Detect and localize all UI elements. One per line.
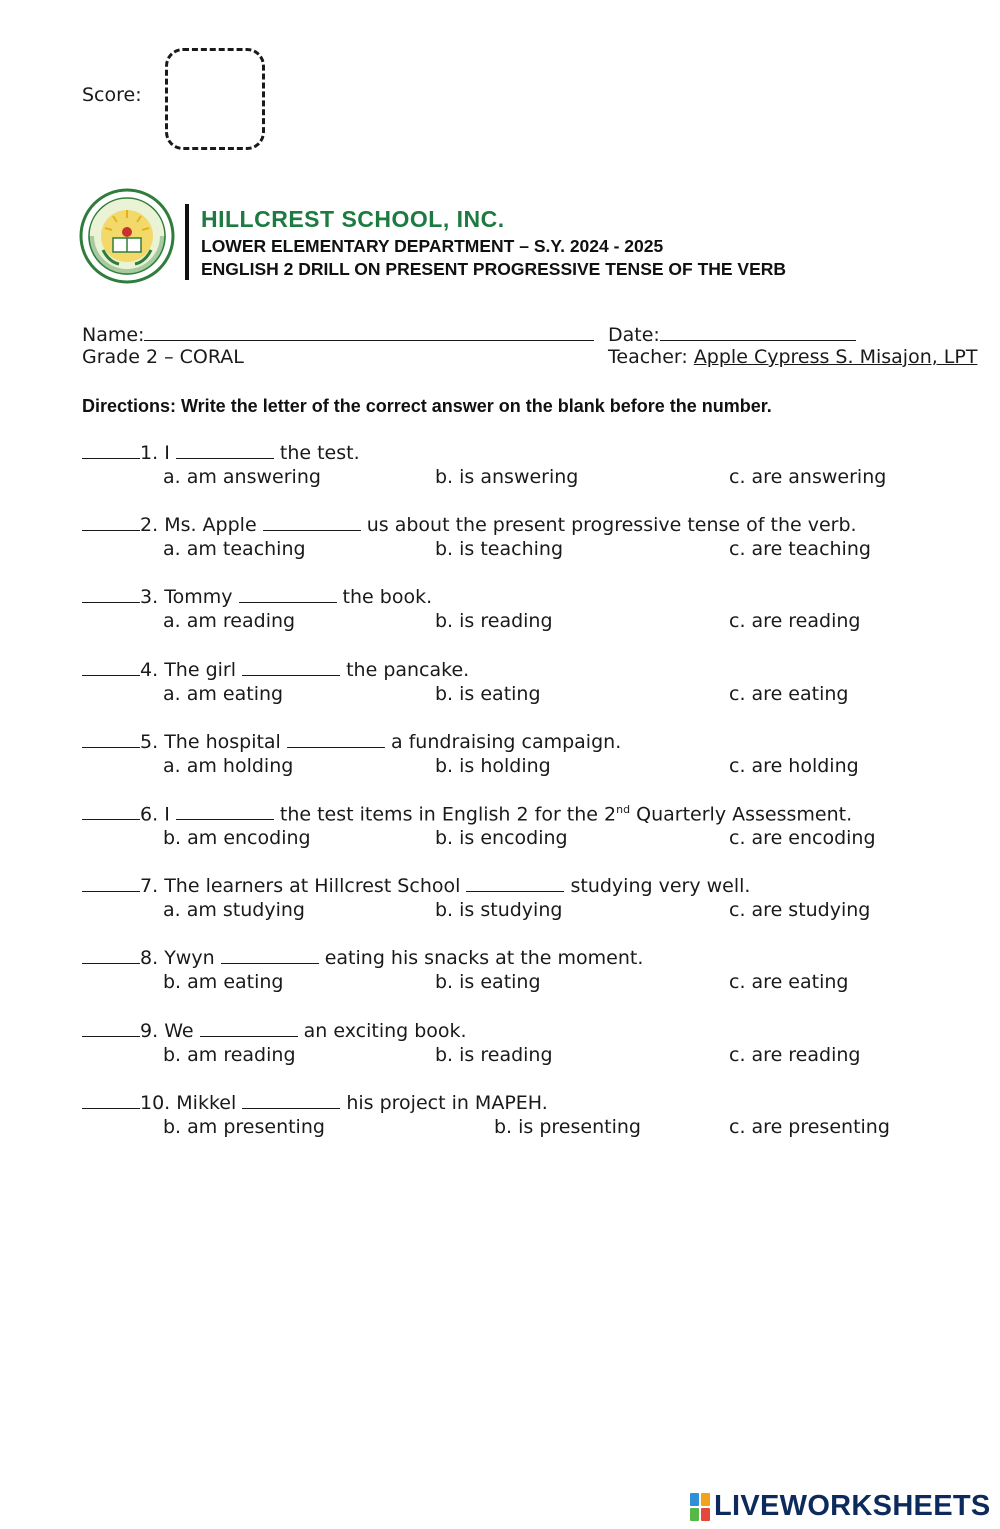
question-text-after: his project in MAPEH. [346, 1091, 548, 1114]
question-number: 2. [140, 514, 159, 537]
option-c: c. are answering [729, 466, 887, 488]
question-stem [82, 1020, 467, 1042]
header-divider [185, 204, 189, 280]
option-c: c. are reading [729, 610, 861, 633]
brand-icon [690, 1493, 710, 1521]
option-c: c. are presenting [729, 1115, 890, 1138]
answer-blank[interactable] [82, 947, 140, 964]
fill-blank [176, 803, 274, 820]
question-number: 6. [140, 803, 159, 826]
question-number: 7. [140, 875, 159, 898]
question-text-after: an exciting book. [303, 1019, 467, 1042]
teacher-label: Teacher: [608, 346, 694, 368]
question-stem [82, 803, 852, 825]
fill-blank [239, 586, 337, 603]
option-a: b. am reading [163, 1043, 296, 1066]
question-stem [82, 586, 432, 608]
option-b: b. is reading [435, 610, 553, 633]
question-text-after: studying very well. [570, 875, 751, 898]
question-text-before: Tommy [164, 586, 233, 609]
answer-blank[interactable] [82, 875, 140, 892]
question-number: 5. [140, 730, 159, 753]
question-stem [82, 875, 750, 897]
option-a: a. am holding [163, 754, 294, 777]
department-line: LOWER ELEMENTARY DEPARTMENT – S.Y. 2024 - 2025 [201, 236, 664, 256]
answer-blank[interactable] [82, 586, 140, 603]
question-text-before: Mikkel [176, 1091, 237, 1114]
question-text-after: the pancake. [346, 658, 470, 681]
date-blank[interactable] [660, 322, 856, 341]
question-number: 4. [140, 658, 159, 681]
question-number: 10. [140, 1091, 171, 1114]
option-b: b. is encoding [435, 827, 568, 849]
fill-blank [176, 442, 274, 459]
option-a: b. am eating [163, 971, 284, 994]
fill-blank [221, 947, 319, 964]
question-text-after: the book. [342, 586, 433, 609]
answer-blank[interactable] [82, 1092, 140, 1109]
brand-name: LIVEWORKSHEETS [714, 1490, 991, 1522]
name-blank[interactable] [144, 322, 594, 341]
option-b: b. is holding [435, 754, 551, 777]
question-number: 3. [140, 586, 159, 609]
answer-blank[interactable] [82, 803, 140, 820]
name-label: Name: [82, 324, 145, 346]
fill-blank [466, 875, 564, 892]
option-c: c. are eating [729, 971, 849, 994]
option-b: b. is teaching [435, 538, 564, 561]
question-text-after: the test items in English 2 for the 2 [279, 803, 617, 826]
option-a: a. am teaching [163, 538, 306, 561]
option-a: a. am answering [163, 466, 321, 488]
question-text-after: a fundraising campaign. [390, 730, 622, 753]
fill-blank [200, 1020, 298, 1037]
option-b: b. is studying [435, 899, 563, 922]
question-stem [82, 442, 360, 464]
question-text-before: The girl [164, 658, 236, 681]
question-stem [82, 514, 857, 536]
fill-blank [263, 514, 361, 531]
question-stem [82, 1092, 548, 1114]
question-stem [82, 947, 643, 969]
directions: Directions: Write the letter of the correct answer on the blank before the number. [82, 396, 772, 416]
question-text-before: Ms. Apple [164, 514, 257, 537]
question-number: 8. [140, 947, 159, 970]
option-c: c. are eating [729, 682, 849, 705]
option-b: b. is eating [435, 682, 541, 705]
score-label: Score: [82, 84, 142, 106]
fill-blank [242, 1092, 340, 1109]
option-b: b. is eating [435, 971, 541, 994]
option-c: c. are encoding [729, 827, 876, 849]
option-a: b. am presenting [163, 1115, 325, 1138]
question-text-before: The learners at Hillcrest School [164, 875, 461, 898]
date-label: Date: [608, 324, 660, 346]
question-stem [82, 731, 621, 753]
question-text-before: We [164, 1019, 194, 1042]
fill-blank [242, 659, 340, 676]
ordinal-suffix: nd [616, 803, 631, 816]
answer-blank[interactable] [82, 731, 140, 748]
question-number: 1. [140, 442, 159, 464]
score-box [165, 48, 265, 150]
option-a: a. am eating [163, 682, 284, 705]
option-b: b. is presenting [494, 1115, 641, 1138]
school-name: HILLCREST SCHOOL, INC. [201, 206, 505, 232]
option-b: b. is answering [435, 466, 579, 488]
date-field[interactable] [608, 322, 856, 346]
question-text-before: I [164, 442, 170, 464]
question-stem [82, 659, 469, 681]
question-text-after: us about the present progressive tense of the verb. [366, 514, 857, 537]
question-text-before: The hospital [164, 730, 281, 753]
question-text-after: the test. [279, 442, 360, 464]
name-field[interactable] [82, 322, 594, 346]
liveworksheets-logo [690, 1490, 991, 1523]
question-number: 9. [140, 1019, 159, 1042]
question-text-after-2: Quarterly Assessment. [630, 803, 853, 826]
answer-blank[interactable] [82, 514, 140, 531]
question-text-before: Ywyn [164, 947, 215, 970]
answer-blank[interactable] [82, 1020, 140, 1037]
fill-blank [287, 731, 385, 748]
answer-blank[interactable] [82, 659, 140, 676]
teacher-name: Apple Cypress S. Misajon, LPT [693, 346, 978, 368]
option-c: c. are teaching [729, 538, 871, 561]
question-text-after: eating his snacks at the moment. [324, 947, 644, 970]
question-text-before: I [164, 803, 170, 826]
option-a: b. am encoding [163, 827, 311, 849]
subject-line: ENGLISH 2 DRILL ON PRESENT PROGRESSIVE TENSE OF THE VERB [201, 259, 787, 279]
option-a: a. am studying [163, 899, 305, 922]
grade-section: Grade 2 – CORAL [82, 346, 244, 368]
option-c: c. are studying [729, 899, 871, 922]
option-a: a. am reading [163, 610, 296, 633]
teacher-line [608, 346, 977, 368]
option-c: c. are reading [729, 1043, 861, 1066]
school-logo [79, 188, 175, 284]
option-c: c. are holding [729, 754, 859, 777]
answer-blank[interactable] [82, 442, 140, 459]
option-b: b. is reading [435, 1043, 553, 1066]
